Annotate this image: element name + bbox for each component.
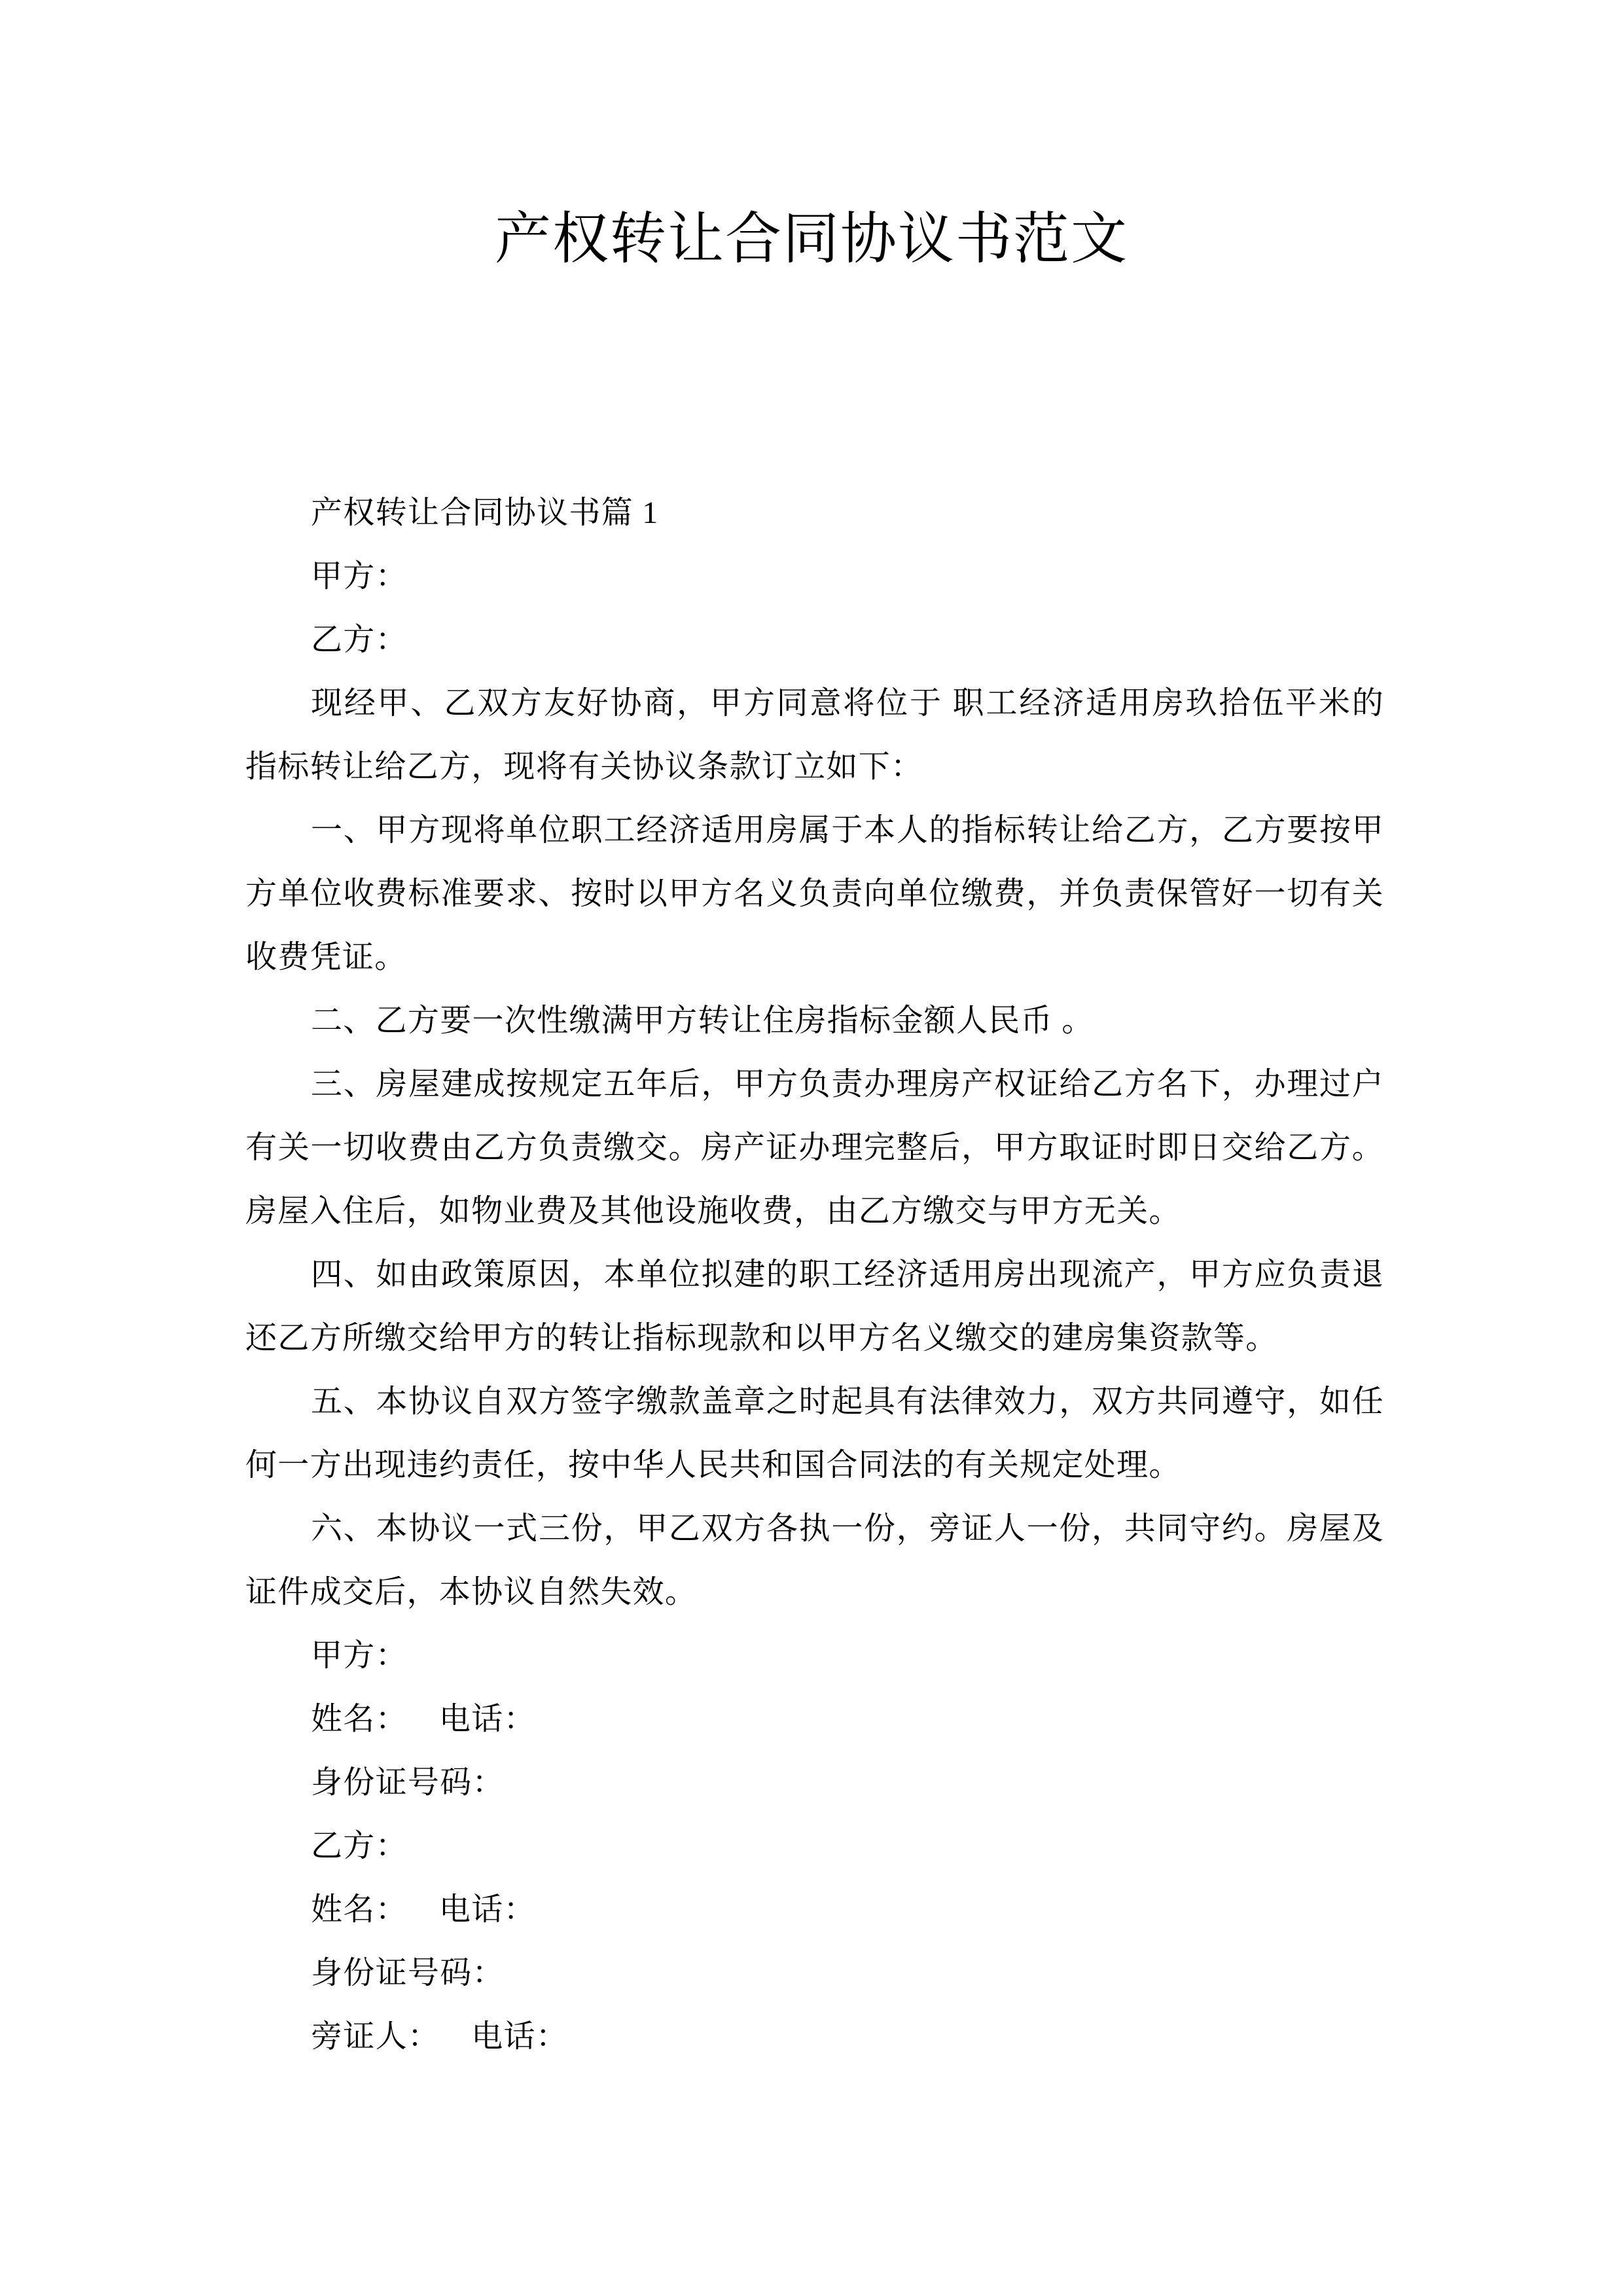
sig-party-a-id-label: 身份证号码： (311, 1765, 505, 1800)
sig-party-a-name-label: 姓名： (311, 1702, 408, 1736)
sig-party-a-phone-label: 电话： (438, 1702, 536, 1736)
sig-witness-phone (245, 2005, 1384, 2068)
signature-block (245, 1624, 1384, 2068)
party-a-label: 甲方： (311, 559, 408, 594)
clause-1: 一、甲方现将单位职工经济适用房属于本人的指标转让给乙方，乙方要按甲方单位收费标准要求、按时以甲方名义负责向单位缴费，并负责保管好一切有关收费凭证。 (245, 813, 1384, 975)
document-title: 产权转让合同协议书范文 (495, 207, 1128, 270)
party-b-label: 乙方： (311, 622, 408, 657)
sig-party-a-label: 甲方： (311, 1638, 408, 1673)
sig-party-b-id-label: 身份证号码： (311, 1956, 505, 1990)
sig-witness-label: 旁证人： (311, 2019, 440, 2054)
document-body (245, 481, 1384, 2068)
clause-4: 四、如由政策原因，本单位拟建的职工经济适用房出现流产，甲方应负责退还乙方所缴交给甲方的转让指标现款和以甲方名义缴交的建房集资款等。 (245, 1257, 1384, 1355)
sig-party-b-name-label: 姓名： (311, 1892, 408, 1927)
sig-witness-phone-label: 电话： (471, 2019, 569, 2054)
clause-5: 五、本协议自双方签字缴款盖章之时起具有法律效力，双方共同遵守，如任何一方出现违约责任，按中华人民共和国合同法的有关规定处理。 (245, 1384, 1384, 1482)
clause-6: 六、本协议一式三份，甲乙双方各执一份，旁证人一份，共同守约。房屋及证件成交后，本协议自然失效。 (245, 1511, 1384, 1609)
intro-paragraph: 现经甲、乙双方友好协商，甲方同意将位于 职工经济适用房玖拾伍平米的指标转让给乙方，现将有关协议条款订立如下： (245, 686, 1384, 784)
section-heading: 产权转让合同协议书篇 1 (311, 495, 659, 530)
sig-party-b-label: 乙方： (311, 1829, 408, 1863)
clause-3: 三、房屋建成按规定五年后，甲方负责办理房产权证给乙方名下，办理过户有关一切收费由乙方负责缴交。房产证办理完整后，甲方取证时即日交给乙方。房屋入住后，如物业费及其他设施收费，由乙方缴交与甲方无关。 (245, 1067, 1384, 1229)
sig-party-b-name-phone (245, 1878, 1384, 1941)
sig-party-b-phone-label: 电话： (438, 1892, 536, 1927)
clause-2: 二、乙方要一次性缴满甲方转让住房指标金额人民币 。 (311, 1003, 1094, 1038)
sig-party-a-name-phone (245, 1687, 1384, 1751)
